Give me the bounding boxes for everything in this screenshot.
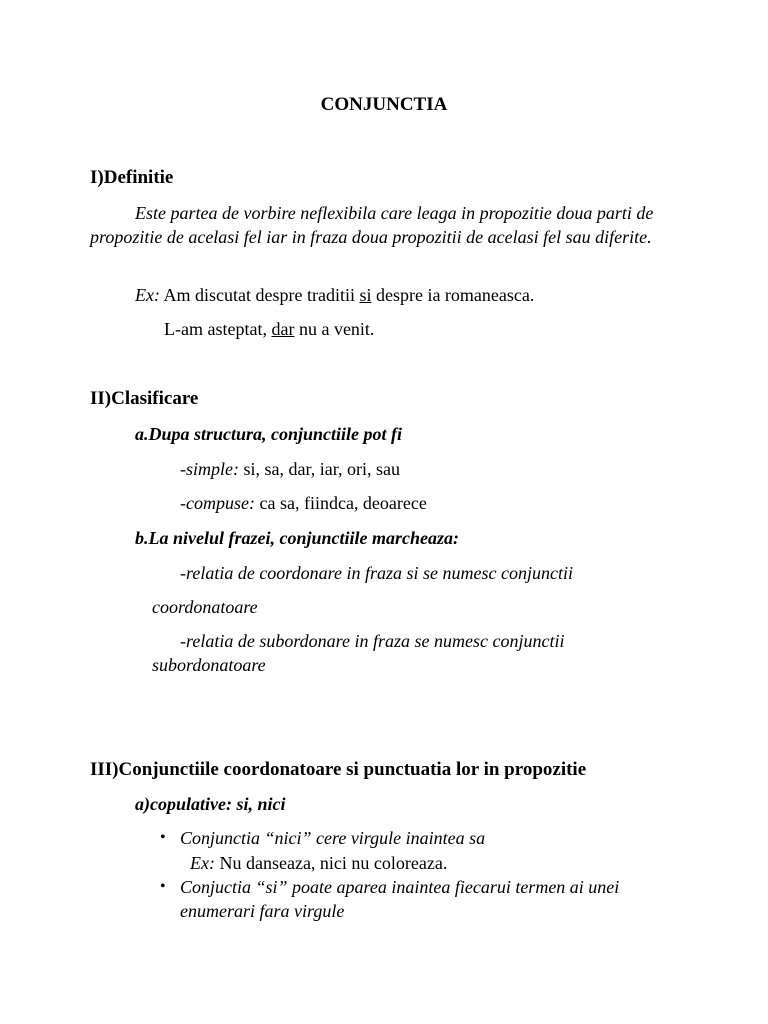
example-1-after: despre ia romaneasca. — [375, 285, 535, 305]
section-1-heading: I)Definitie — [90, 167, 174, 188]
example-line-2 — [164, 317, 374, 341]
copulative-subheading: a)copulative: si, nici — [135, 794, 286, 814]
bullet-1-example-text: Nu danseaza, nici nu coloreaza. — [219, 853, 448, 873]
example-2-conjunction: dar — [271, 319, 295, 339]
section-3-heading: III)Conjunctiile coordonatoare si punctuatia lor in propozitie — [90, 759, 587, 780]
simple-label: -simple: — [180, 459, 239, 479]
coordination-line-2: coordonatoare — [152, 597, 258, 617]
bullet-2-line-1: Conjuctia “si” poate aparea inaintea fiecarui termen ai unei — [180, 877, 620, 897]
section-2-heading: II)Clasificare — [90, 388, 199, 409]
document-title: CONJUNCTIA — [320, 94, 448, 115]
bullet-icon: • — [160, 878, 166, 895]
bullet-icon: • — [160, 829, 166, 846]
bullet-1-example-label: Ex: — [190, 853, 215, 873]
definition-paragraph: Este partea de vorbire neflexibila care leaga in propozitie doua parti de propozitie de acelasi fel iar in fraza doua propozitii de acelasi fel sau diferite. — [90, 203, 654, 247]
example-1-before: Am discutat despre traditii — [163, 285, 355, 305]
sentence-level-subheading: b.La nivelul frazei, conjunctiile marcheaza: — [135, 528, 459, 548]
compound-conjunctions-line — [180, 491, 427, 515]
coordination-line-1: -relatia de coordonare in fraza si se numesc conjunctii — [180, 563, 573, 583]
example-2-before: L-am asteptat, — [164, 319, 267, 339]
bullet-1-text: Conjunctia “nici” cere virgule inaintea sa — [180, 828, 486, 848]
subordination-line-2: subordonatoare — [152, 655, 266, 675]
subordination-line-1: -relatia de subordonare in fraza se numesc conjunctii — [180, 631, 565, 651]
bullet-2-line-2: enumerari fara virgule — [180, 901, 345, 921]
example-label: Ex: — [135, 285, 160, 305]
example-1-conjunction: si — [359, 285, 372, 305]
compuse-label: -compuse: — [180, 493, 255, 513]
example-line-1 — [135, 283, 534, 307]
example-2-after: nu a venit. — [298, 319, 375, 339]
simple-conjunctions-line — [180, 457, 400, 481]
simple-values: si, sa, dar, iar, ori, sau — [243, 459, 400, 479]
bullet-1-example — [190, 851, 447, 875]
compuse-values: ca sa, fiindca, deoarece — [259, 493, 427, 513]
structure-subheading: a.Dupa structura, conjunctiile pot fi — [135, 424, 403, 444]
